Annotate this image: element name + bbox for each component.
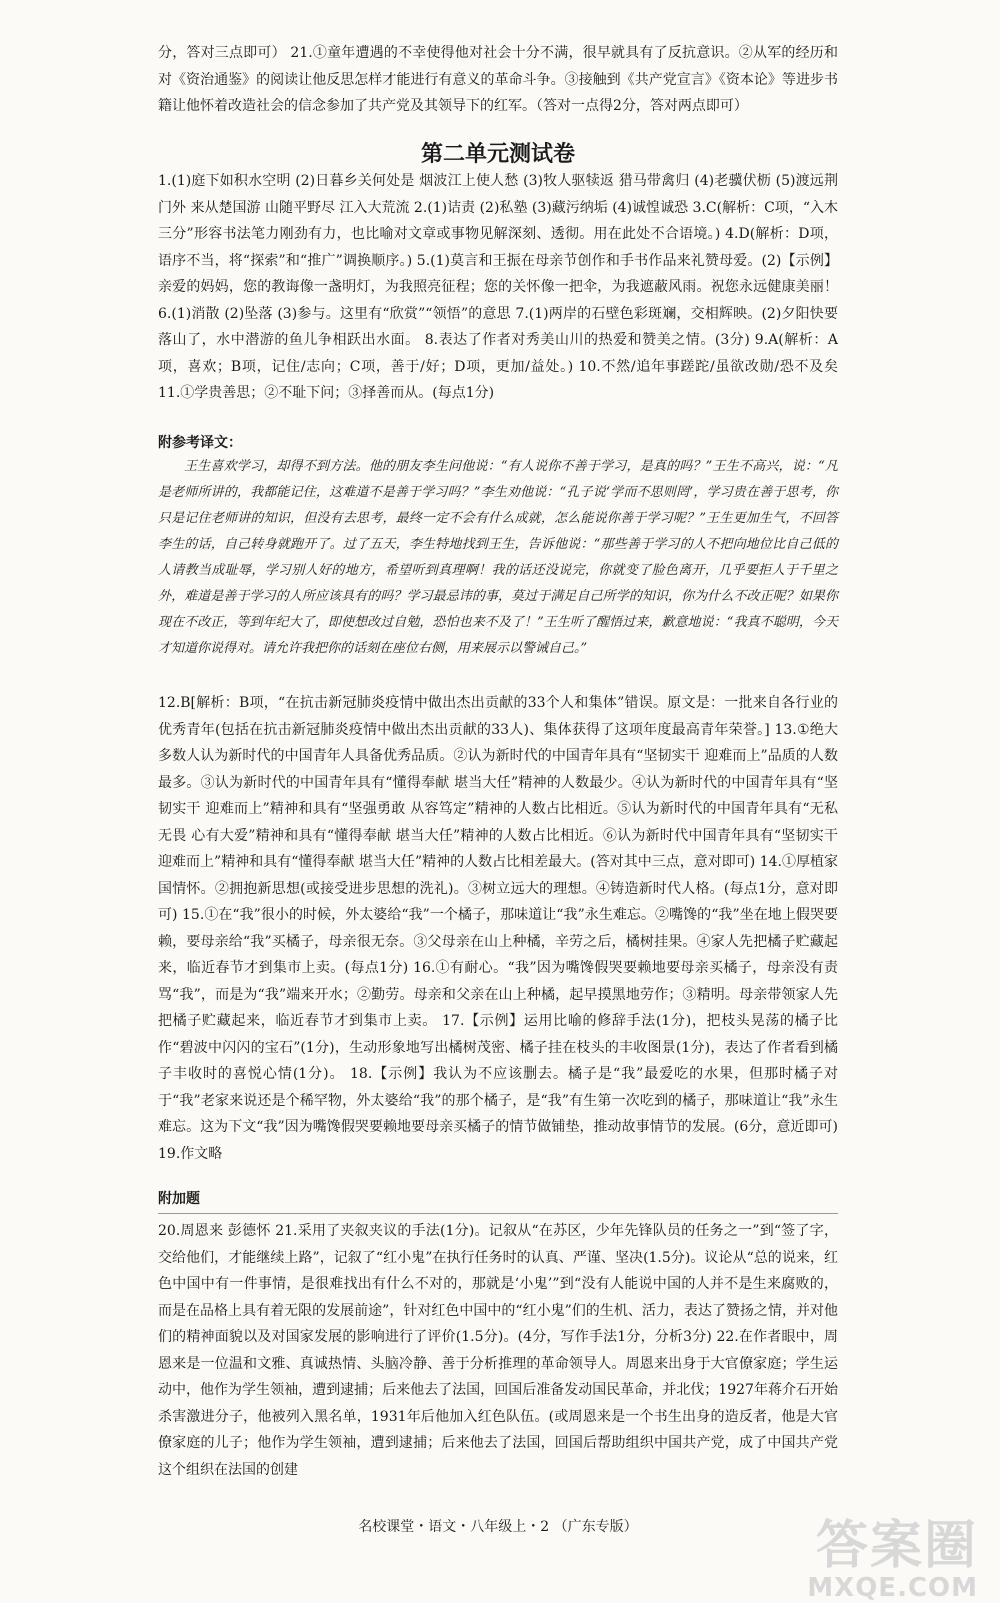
translation-heading: 附参考译文： [158,435,242,451]
reference-translation: 王生喜欢学习，却得不到方法。他的朋友李生问他说：“有人说你不善于学习，是真的吗？”王生不高兴，说：“凡是老师所讲的，我都能记住，这难道不是善于学习吗？”李生劝他说：“孔子说‘学而不思则罔’，学习贵在善于思考，你只是记住老师讲的知识，但没有去思考，最终一定不会有什么成就，怎么能说你善于学习呢？”王生更加生气，不回答李生的话，自己转身就跑开了。过了五天，李生特地找到王生，告诉他说：“那些善于学习的人不把向地位比自己低的人请教当成耻辱，学习别人好的地方，希望听到真理啊！我的话还没说完，你就变了脸色离开，几乎要拒人于千里之外，难道是善于学习的人所应该具有的吗？学习最忌讳的事，莫过于满足自己所学的知识，你为什么不改正呢？如果你现在不改正，等到年纪大了，即使想改过自勉，恐怕也来不及了！”王生听了醒悟过来，歉意地说：“我真不聪明，今天才知道你说得对。请允许我把你的话刻在座位右侧，用来展示以警诫自己。” [158,459,838,656]
bonus-heading: 附加题 [158,1191,200,1207]
unit-title: 第二单元测试卷 [420,142,575,167]
watermark-url: MXQE.COM [807,1573,978,1603]
answers-20-22: 20.周恩来 彭德怀 21.采用了夹叙夹议的手法(1分)。记叙从“在苏区，少年先锋队员的任务之一”到“签了字，交给他们，才能继续上路”，记叙了“红小鬼”在执行任务时的认真、严谨、坚决(1.5分)。议论从“总的说来，红色中国中有一件事情，是很难找出有什么不对的，那就是‘小鬼’”到“没有人能说中国的人并不是生来腐败的，而是在品格上具有着无限的发展前途”，针对红色中国中的“红小鬼”们的生机、活力，表达了赞扬之情，并对他们的精神面貌以及对国家发展的影响进行了评价(1.5分)。(4分，写作手法1分，分析3分) 22.在作者眼中，周恩来是一位温和文雅、真诚热情、头脑冷静、善于分析推理的革命领导人。周恩来出身于大官僚家庭；学生运动中，他作为学生领袖，遭到逮捕；后来他去了法国，回国后准备发动国民革命，并北伐；1927年蒋介石开始杀害激进分子，他被列入黑名单，1931年后他加入红色队伍。(或周恩来是一个书生出身的造反者，他是大官僚家庭的儿子；他作为学生领袖，遭到逮捕；后来他去了法国，回国后帮助组织中国共产党，成了中国共产党这个组织在法国的创建 [158,1223,838,1478]
section-divider [158,1213,838,1214]
watermark-logo-text: 答案圈 [815,1516,978,1576]
answers-12-19: 12.B[解析：B项，“在抗击新冠肺炎疫情中做出杰出贡献的33个人和集体”错误。原文是：一批来自各行业的优秀青年(包括在抗击新冠肺炎疫情中做出杰出贡献的33人)、集体获得了这项年度最高青年荣誉。] 13.①绝大多数人认为新时代的中国青年人具备优秀品质。②认为新时代的中国青年具有“坚韧实干 迎难而上”品质的人数最多。③认为新时代的中国青年具有“懂得奉献 堪当大任”精神的人数最少。④认为新时代的中国青年具有“坚韧实干 迎难而上”精神和具有“坚强勇敢 从容笃定”精神的人数占比相近。⑤认为新时代的中国青年具有“无私无畏 心有大爱”精神和具有“懂得奉献 堪当大任”精神的人数占比相近。⑥认为新时代中国青年具有“坚韧实干 迎难而上”精神和具有“懂得奉献 堪当大任”精神的人数占比相差最大。(答对其中三点，意对即可) 14.①厚植家国情怀。②拥抱新思想(或接受进步思想的洗礼)。③树立远大的理想。④铸造新时代人格。(每点1分，意对即可) 15.①在“我”很小的时候，外太婆给“我”一个橘子，那味道让“我”永生难忘。②嘴馋的“我”坐在地上假哭要赖，要母亲给“我”买橘子，母亲很无奈。③父母亲在山上种橘，辛劳之后，橘树挂果。④家人先把橘子贮藏起来，临近春节才到集市上卖。(每点1分) 16.①有耐心。“我”因为嘴馋假哭要赖地要母亲买橘子，母亲没有责骂“我”，而是为“我”端来开水；②勤劳。母亲和父亲在山上种橘，起早摸黑地劳作；③精明。母亲带领家人先把橘子贮藏起来，临近春节才到集市上卖。 17.【示例】运用比喻的修辞手法(1分)，把枝头晃荡的橘子比作“碧波中闪闪的宝石”(1分)，生动形象地写出橘树茂密、橘子挂在枝头的丰收图景(1分)，表达了作者看到橘子丰收时的喜悦心情(1分)。 18.【示例】我认为不应该删去。橘子是“我”最爱吃的水果，但那时橘子对于“我”老家来说还是个稀罕物，外太婆给“我”的那个橘子，是“我”有生第一次吃到的橘子，那味道让“我”永生难忘。这为下文“我”因为嘴馋假哭要赖地要母亲买橘子的情节做铺垫，推动故事情节的发展。(6分，意近即可) 19.作文略 [158,695,838,1162]
continued-answer-21: 分，答对三点即可） 21.①童年遭遇的不幸使得他对社会十分不满，很早就具有了反抗意识。②从军的经历和对《资治通鉴》的阅读让他反思怎样才能进行有意义的革命斗争。③接触到《共产党宣言》《资本论》等进步书籍让他怀着改造社会的信念参加了共产党及其领导下的红军。（答对一点得2分，答对两点即可） [158,45,838,114]
site-watermark [807,1518,978,1602]
page-footer: 名校课堂・语文・八年级上・2 （广东专版） [358,1519,638,1535]
answers-1-11: 1.(1)庭下如积水空明 (2)日暮乡关何处是 烟波江上使人愁 (3)牧人驱犊返 猎马带禽归 (4)老骥伏枥 (5)渡远荆门外 来从楚国游 山随平野尽 江入大荒流 2.(1)诘责 (2)私塾 (3)藏污纳垢 (4)诚惶诚恐 3.C(解析：C项，“入木三分”形容书法笔力刚劲有力，也比喻对文章或事物见解深刻、透彻。用在此处不合语境。) 4.D(解析：D项，语序不当，将“探索”和“推广”调换顺序。) 5.(1)莫言和王振在母亲节创作和手书作品来礼赞母爱。(2)【示例】亲爱的妈妈，您的教诲像一盏明灯，为我照亮征程；您的关怀像一把伞，为我遮蔽风雨。祝您永远健康美丽！ 6.(1)消散 (2)坠落 (3)参与。这里有“欣赏”“领悟”的意思 7.(1)两岸的石壁色彩斑斓，交相辉映。(2)夕阳快要落山了，水中潜游的鱼儿争相跃出水面。 8.表达了作者对秀美山川的热爱和赞美之情。(3分) 9.A(解析：A项，喜欢；B项，记住/志向；C项，善于/好；D项，更加/益处。) 10.不然/追年事蹉跎/虽欲改勋/恐不及矣 11.①学贵善思；②不耻下问；③择善而从。(每点1分) [158,173,838,401]
